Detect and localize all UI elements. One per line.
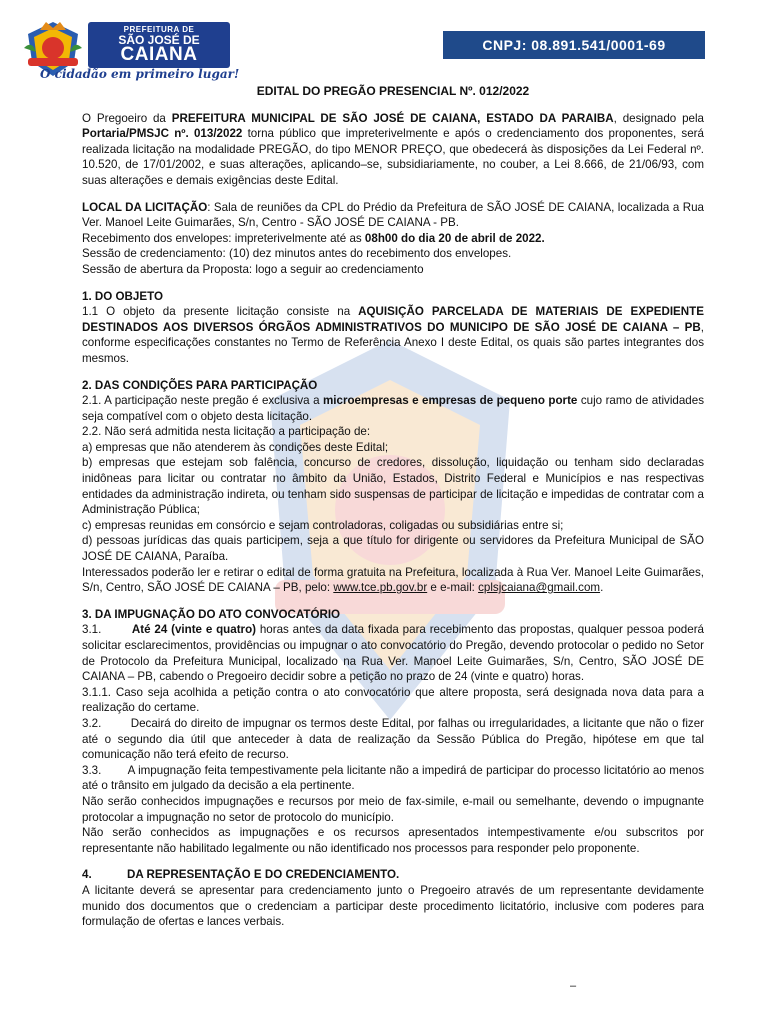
intro-entity: PREFEITURA MUNICIPAL DE SÃO JOSÉ DE CAIANA, ESTADO DA PARAIBA: [171, 111, 614, 125]
local-label: LOCAL DA LICITAÇÃO: [82, 200, 208, 214]
section-1-heading: 1. DO OBJETO: [82, 289, 163, 303]
section-3-1-emphasis: Até 24 (vinte e quatro): [131, 623, 257, 637]
section-2-item-c: c) empresas reunidas em consórcio e sejam controladoras, coligadas ou subsidiárias entre si;: [82, 518, 564, 532]
section-2-item-a: a) empresas que não atenderem às condições deste Edital;: [82, 440, 389, 454]
page-footer-mark: –: [570, 980, 577, 992]
section-3-heading: 3. DA IMPUGNAÇÃO DO ATO CONVOCATÓRIO: [82, 607, 341, 621]
section-2-1: [82, 393, 704, 424]
brand-prefeitura-text: PREFEITURA DE: [123, 25, 195, 34]
interested-paragraph: [82, 565, 704, 596]
email-link[interactable]: cplsjcaiana@gmail.com: [478, 581, 601, 595]
interested-text: Interessados poderão ler e retirar o edital de forma gratuita na Prefeitura, localizada à Rua Ver. Manoel Leite Guimarães, S/n, Centro, SÃO JOSÉ DE CAIANA – PB, pelo:: [82, 565, 704, 595]
cnpj-banner: CNPJ: 08.891.541/0001-69: [443, 31, 705, 59]
section-2-1-text: 2.1. A participação neste pregão é exclusiva a: [82, 394, 323, 408]
section-3-1-text: horas antes da data fixada para recebimento das propostas, qualquer pessoa poderá solicitar esclarecimentos, providências ou impugnar o ato convocatório do Pregão, devendo protocolar o pedido no Setor de Protocolo da Prefeitura Municipal, localizado na Rua Ver. Manoel Leite Guimarães, S/n, Centro, SÃO JOSÉ DE CAIANA – PB, cabendo o Pregoeiro decidir sobre a petição no prazo de 24 (vinte e quatro) horas.: [82, 623, 708, 684]
section-4-title: DA REPRESENTAÇÃO E DO CREDENCIAMENTO.: [127, 868, 400, 882]
local-paragraph: [82, 200, 704, 231]
brand-city-line2: CAIANA: [120, 44, 198, 65]
section-1-object: AQUISIÇÃO PARCELADA DE MATERIAIS DE EXPEDIENTE DESTINADOS AOS DIVERSOS ÓRGÃOS ADMINISTRATIVOS DO MUNICIPO DE SÃO JOSÉ DE CAIANA – PB: [82, 305, 704, 334]
receipt-line: [82, 231, 704, 247]
receipt-text: Recebimento dos envelopes: impreterivelmente até as: [82, 231, 365, 245]
section-4-heading: [82, 867, 704, 883]
section-2-heading: 2. DAS CONDIÇÕES PARA PARTICIPAÇÃO: [82, 378, 318, 392]
section-2-1-text: cujo ramo de atividades seja compatível com o objeto desta licitação.: [82, 394, 704, 423]
intro-text: torna público que impreterivelmente e após o credenciamento dos proponentes, será realizada licitação na modalidade PREGÃO, do tipo MENOR PREÇO, que obedecerá às disposições da Lei Federal nº. 10.520, de 17/01/2002, e suas alterações, aplicando–se, subsidiariamente, no couber, a Lei 8.666, de 21/06/93, com suas alterações e demais exigências deste Edital.: [82, 127, 704, 187]
credential-session-line: Sessão de credenciamento: (10) dez minutos antes do recebimento dos envelopes.: [82, 247, 512, 261]
document-body: [82, 84, 708, 930]
intro-text: , designado pela: [613, 111, 705, 125]
section-3-note-2: Não serão conhecidos as impugnações e os recursos apresentados intempestivamente e/ou subscritos por representante não habilitado legalmente ou não identificado nos processos para responder pelo proponente.: [82, 826, 704, 855]
section-2-1-emphasis: microempresas e empresas de pequeno porte: [322, 394, 578, 408]
section-2-item-b: b) empresas que estejam sob falência, concurso de credores, dissolução, liquidação ou tenham sido declaradas inidôneas para licitar ou contratar no âmbito da União, Estados, Distrito Federal e Municípios e nas respectivas entidades da administração indireta, ou tenham sido suspensas de participar de licitação e impedidas de contratar com a Administração Pública;: [82, 456, 704, 517]
intro-text: O Pregoeiro da: [82, 111, 172, 125]
city-brand-block: [88, 22, 230, 68]
section-3-note-1: Não serão conhecidos impugnações e recursos por meio de fax-simile, e-mail ou semelhante, devendo o impugnante protocolar a impugnação no setor de protocolo do município.: [82, 794, 704, 824]
section-1-text: 1.1 O objeto da presente licitação consiste na: [82, 305, 359, 319]
proposal-session-line: Sessão de abertura da Proposta: logo a seguir ao credenciamento: [82, 262, 424, 276]
section-1-text: , conforme especificações constantes no Termo de Referência Anexo I deste Edital, os quais são partes integrantes dos mesmos.: [82, 320, 704, 365]
section-2-item-d: d) pessoas jurídicas das quais participem, seja a que título for dirigente ou servidores da Prefeitura Municipal de SÃO JOSÉ DE CAIANA, Paraíba.: [82, 534, 704, 564]
receipt-datetime: 08h00 do dia 20 de abril de 2022.: [364, 231, 545, 245]
brand-city-line1: SÃO JOSÉ DE: [118, 33, 200, 47]
intro-paragraph: [82, 111, 704, 189]
local-text: : Sala de reuniões da CPL do Prédio da Prefeitura de SÃO JOSÉ DE CAIANA, localizada a Rua Ver. Manoel Leite Guimarães, S/n, Centro - SÃO JOSÉ DE CAIANA - PB.: [82, 200, 704, 230]
document-title: EDITAL DO PREGÃO PRESENCIAL Nº. 012/2022: [256, 84, 530, 98]
slogan: O cidadão em primeiro lugar!: [40, 67, 240, 81]
section-2-2: 2.2. Não será admitida nesta licitação a participação de:: [82, 425, 371, 439]
section-4-number: 4.: [82, 868, 92, 882]
section-3-3: 3.3. A impugnação feita tempestivamente pela licitante não a impedirá de participar do processo licitatório ao menos até o trânsito em julgado da decisão a ela pertinente.: [82, 763, 708, 793]
tce-website-link[interactable]: www.tce.pb.gov.br: [333, 581, 428, 595]
section-3-1-1: 3.1.1. Caso seja acolhida a petição contra o ato convocatório que altere proposta, será designada nova data para a realização do certame.: [82, 685, 704, 715]
interested-text: .: [600, 581, 604, 595]
section-3-2: 3.2. Decairá do direito de impugnar os termos deste Edital, por falhas ou irregularidades, a licitante que não o fizer até o segundo dia útil que anteceder à data de realização da Sessão Pública do Pregão, hipótese em que tal comunicação não terá efeito de recurso.: [82, 716, 708, 762]
intro-ordinance: Portaria/PMSJC nº. 013/2022: [82, 127, 243, 141]
section-3-1-number: 3.1.: [82, 623, 132, 637]
interested-text: e e-mail:: [427, 581, 479, 595]
section-4-paragraph: A licitante deverá se apresentar para credenciamento junto o Pregoeiro através de um representante devidamente munido dos documentos que o credenciam a participar deste procedimento licitatório, inclusive com poderes para formulação de ofertas e lances verbais.: [82, 883, 704, 929]
section-1-paragraph: [82, 304, 704, 366]
section-3-1: [82, 622, 708, 684]
